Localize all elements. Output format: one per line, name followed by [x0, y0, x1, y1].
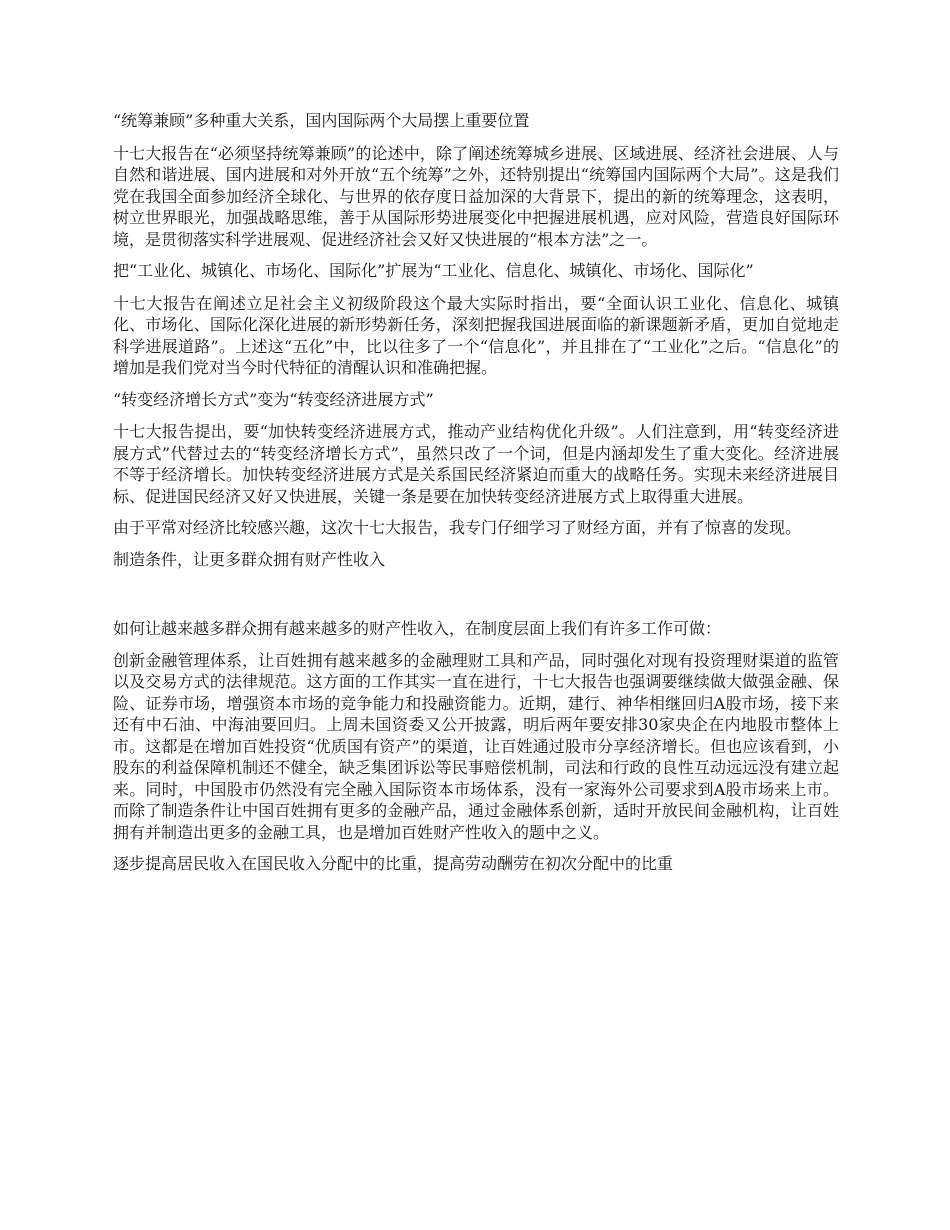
section-heading-development-mode: “转变经济增长方式”变为“转变经济进展方式”	[113, 389, 434, 409]
section-heading-overall-planning: “统筹兼顾”多种重大关系，国内国际两个大局摆上重要位置	[113, 111, 530, 130]
section-heading-five-modernizations: 把“工业化、城镇化、市场化、国际化”扩展为“工业化、信息化、城镇化、市场化、国际化”	[113, 261, 754, 280]
section-heading-property-income: 制造条件，让更多群众拥有财产性收入	[113, 549, 386, 569]
paragraph-property-income-intro: 如何让越来越多群众拥有越来越多的财产性收入，在制度层面上我们有许多工作可做：	[113, 619, 722, 638]
document-body	[113, 110, 839, 886]
paragraph-personal-note: 由于平常对经济比较感兴趣，这次十七大报告，我专门仔细学习了财经方面，并有了惊喜的发现。	[113, 518, 802, 537]
paragraph-development-mode: 十七大报告提出，要“加快转变经济进展方式，推动产业结构优化升级”。人们注意到，用“转变经济进展方式”代替过去的“转变经济增长方式”，虽然只改了一个词，但是内涵却发生了重大变化。经济进展不等于经济增长。加快转变经济进展方式是关系国民经济紧迫而重大的战略任务。实现未来经济进展目标、促进国民经济又好又快进展，关键一条是要在加快转变经济进展方式上取得重大进展。	[113, 422, 839, 506]
paragraph-five-modernizations: 十七大报告在阐述立足社会主义初级阶段这个最大实际时指出，要“全面认识工业化、信息化、城镇化、市场化、国际化深化进展的新形势新任务，深刻把握我国进展面临的新课题新矛盾，更加自觉地走科学进展道路”。上述这“五化”中，比以往多了一个“信息化”，并且排在了“工业化”之后。“信息化”的增加是我们党对当今时代特征的清醒认识和准确把握。	[113, 293, 839, 377]
section-heading-income-share: 逐步提高居民收入在国民收入分配中的比重，提高劳动酬劳在初次分配中的比重	[113, 854, 674, 873]
paragraph-overall-planning: 十七大报告在“必须坚持统筹兼顾”的论述中，除了阐述统筹城乡进展、区域进展、经济社会进展、人与自然和谐进展、国内进展和对外开放“五个统筹”之外，还特别提出“统筹国内国际两个大局”。这是我们党在我国全面参加经济全球化、与世界的依存度日益加深的大背景下，提出的新的统筹理念，这表明，树立世界眼光，加强战略思维，善于从国际形势进展变化中把握进展机遇，应对风险，营造良好国际环境，是贯彻落实科学进展观、促进经济社会又好又快进展的“根本方法”之一。	[113, 143, 839, 249]
paragraph-financial-innovation: 创新金融管理体系，让百姓拥有越来越多的金融理财工具和产品，同时强化对现有投资理财渠道的监管以及交易方式的法律规范。这方面的工作其实一直在进行，十七大报告也强调要继续做大做强金融、保险、证券市场，增强资本市场的竞争能力和投融资能力。近期，建行、神华相继回归A股市场，接下来还有中石油、中海油要回归。上周未国资委又公开披露，明后两年要安排30家央企在内地股市整体上市。这都是在增加百姓投资“优质国有资产”的渠道，让百姓通过股市分享经济增长。但也应该看到，小股东的利益保障机制还不健全，缺乏集团诉讼等民事赔偿机制，司法和行政的良性互动远远没有建立起来。同时，中国股市仍然没有完全融入国际资本市场体系，没有一家海外公司要求到A股市场来上市。而除了制造条件让中国百姓拥有更多的金融产品，通过金融体系创新，适时开放民间金融机构，让百姓拥有并制造出更多的金融工具，也是增加百姓财产性收入的题中之义。	[113, 650, 839, 842]
